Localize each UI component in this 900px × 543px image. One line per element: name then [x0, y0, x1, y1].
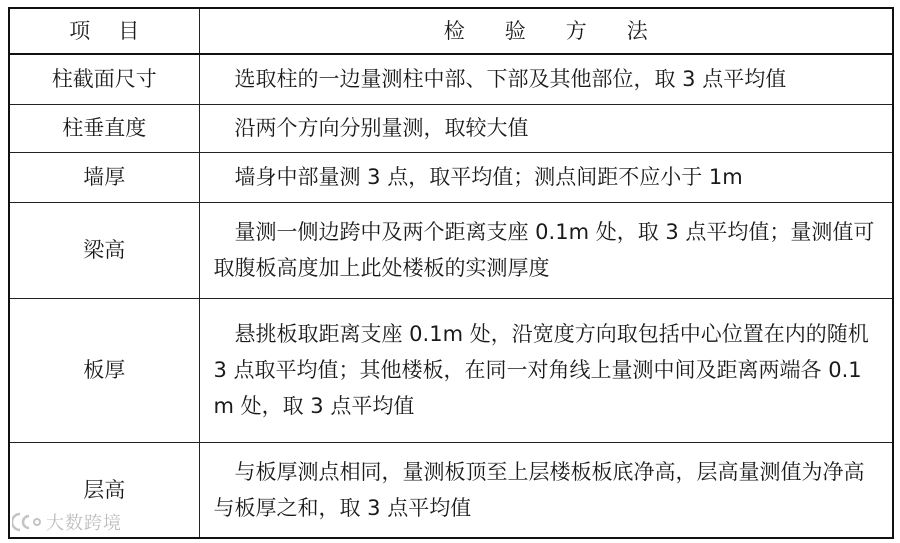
table-row [9, 202, 893, 298]
table-row [9, 152, 893, 202]
row-item-label: 层高 [9, 442, 199, 538]
row-method-text: 量测一侧边跨中及两个距离支座 0.1m 处，取 3 点平均值；量测值可取腹板高度加上此处楼板的实测厚度 [199, 202, 893, 298]
inspection-table-container [8, 7, 892, 536]
header-method-char: 法 [626, 19, 648, 43]
header-item-char: 项 [69, 19, 91, 43]
header-method [199, 8, 893, 54]
table-row [9, 54, 893, 104]
header-method-char: 方 [565, 19, 587, 43]
row-item-label: 柱截面尺寸 [9, 54, 199, 104]
table-row [9, 104, 893, 152]
header-method-char: 验 [504, 19, 526, 43]
row-method-text: 沿两个方向分别量测，取较大值 [199, 104, 893, 152]
table-row [9, 298, 893, 442]
row-method-text: 悬挑板取距离支座 0.1m 处，沿宽度方向取包括中心位置在内的随机 3 点取平均值；其他楼板，在同一对角线上量测中间及距离两端各 0.1m 处，取 3 点平均值 [199, 298, 893, 442]
header-method-char: 检 [443, 19, 465, 43]
watermark-logo-icon [12, 511, 42, 533]
row-method-text: 墙身中部量测 3 点，取平均值；测点间距不应小于 1m [199, 152, 893, 202]
row-method-text: 选取柱的一边量测柱中部、下部及其他部位，取 3 点平均值 [199, 54, 893, 104]
table-row [9, 442, 893, 538]
inspection-methods-table [8, 7, 894, 539]
row-item-label: 墙厚 [9, 152, 199, 202]
header-item-char: 目 [118, 19, 140, 43]
header-item [9, 8, 199, 54]
row-item-label: 柱垂直度 [9, 104, 199, 152]
row-method-text: 与板厚测点相同，量测板顶至上层楼板板底净高，层高量测值为净高与板厚之和，取 3 点平均值 [199, 442, 893, 538]
row-item-label: 板厚 [9, 298, 199, 442]
watermark [12, 509, 122, 535]
watermark-text: 大数跨境 [46, 513, 122, 534]
row-item-label: 梁高 [9, 202, 199, 298]
